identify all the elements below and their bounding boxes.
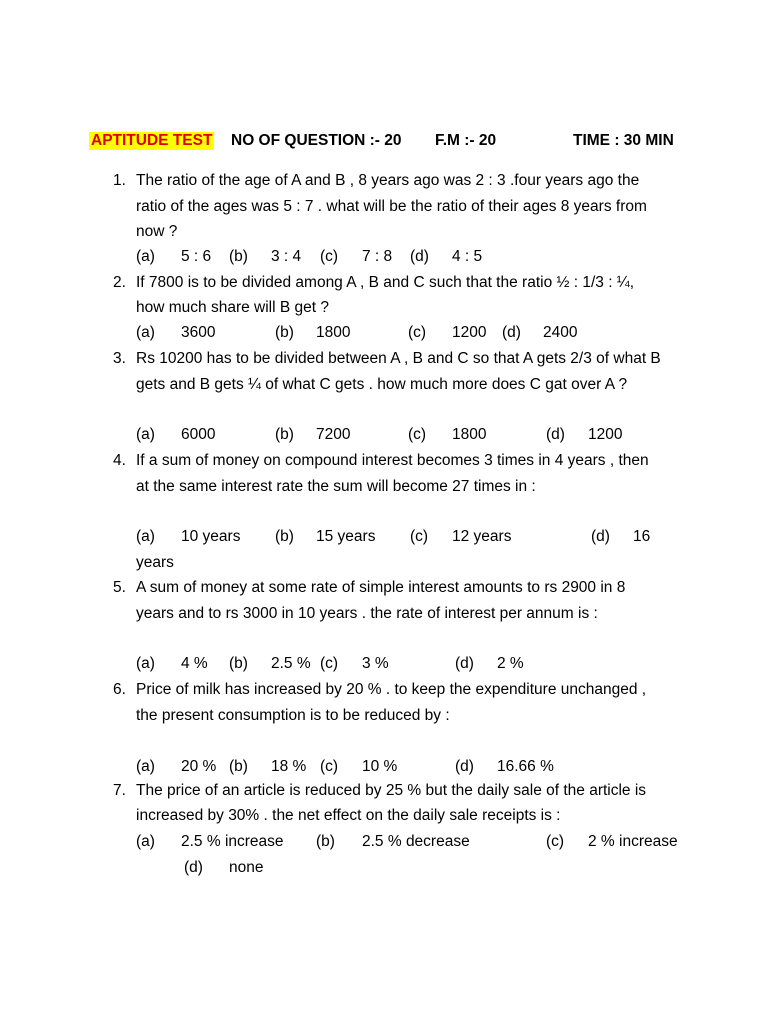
option-value: 18 %	[271, 758, 307, 775]
option-value: 7 : 8	[362, 248, 393, 265]
option-value: none	[229, 859, 264, 876]
option-value: 12 years	[452, 528, 512, 545]
option-value: 4 : 5	[452, 248, 483, 265]
question-text-line: Price of milk has increased by 20 % . to keep the expenditure unchanged ,	[136, 681, 647, 698]
test-title: APTITUDE TEST	[91, 132, 213, 149]
question-text-line: If 7800 is to be divided among A , B and C such that the ratio ½ : 1/3 : ¼,	[136, 274, 635, 291]
option-value: 2 %	[497, 655, 524, 672]
option-value: 3 : 4	[271, 248, 302, 265]
option-label: (b)	[275, 324, 294, 341]
option-label: (c)	[546, 833, 565, 850]
option-label: (d)	[184, 859, 203, 876]
option-value: 2.5 % increase	[181, 833, 284, 850]
option-value: 10 %	[362, 758, 398, 775]
question-count: NO OF QUESTION :- 20	[231, 132, 402, 149]
option-label: (c)	[408, 426, 427, 443]
option-value: 1800	[316, 324, 351, 341]
question-text-line: gets and B gets ¼ of what C gets . how much more does C gat over A ?	[136, 376, 628, 393]
question-text-line: A sum of money at some rate of simple interest amounts to rs 2900 in 8	[136, 579, 626, 596]
option-label: (c)	[408, 324, 427, 341]
option-label: (d)	[455, 758, 474, 775]
option-value: 1200	[452, 324, 487, 341]
question-text-line: increased by 30% . the net effect on the daily sale receipts is :	[136, 807, 561, 824]
question-text-line: ratio of the ages was 5 : 7 . what will be the ratio of their ages 8 years from	[136, 198, 647, 215]
option-value-wrap: years	[136, 554, 174, 571]
option-value: 7200	[316, 426, 351, 443]
option-label: (b)	[275, 426, 294, 443]
option-label: (b)	[229, 758, 248, 775]
option-value: 2 % increase	[588, 833, 678, 850]
option-value: 2400	[543, 324, 578, 341]
option-label: (d)	[502, 324, 521, 341]
option-value: 3 %	[362, 655, 389, 672]
question-number: 6.	[113, 681, 126, 698]
option-label: (a)	[136, 833, 155, 850]
option-label: (c)	[320, 655, 339, 672]
question-number: 7.	[113, 782, 126, 799]
option-label: (c)	[320, 758, 339, 775]
option-value: 3600	[181, 324, 216, 341]
option-label: (a)	[136, 758, 155, 775]
time-limit: TIME : 30 MIN	[573, 132, 674, 149]
question-text-line: Rs 10200 has to be divided between A , B and C so that A gets 2/3 of what B	[136, 350, 661, 367]
question-text-line: now ?	[136, 223, 178, 240]
option-label: (a)	[136, 426, 155, 443]
option-value: 4 %	[181, 655, 208, 672]
question-number: 3.	[113, 350, 126, 367]
option-value: 2.5 %	[271, 655, 311, 672]
option-value: 5 : 6	[181, 248, 212, 265]
option-label: (a)	[136, 655, 155, 672]
option-label: (b)	[229, 248, 248, 265]
option-label: (c)	[410, 528, 429, 545]
question-number: 1.	[113, 172, 126, 189]
question-number: 5.	[113, 579, 126, 596]
option-value: 6000	[181, 426, 216, 443]
option-label: (b)	[316, 833, 335, 850]
question-text-line: The ratio of the age of A and B , 8 years ago was 2 : 3 .four years ago the	[136, 172, 640, 189]
option-label: (d)	[546, 426, 565, 443]
question-text-line: years and to rs 3000 in 10 years . the rate of interest per annum is :	[136, 605, 598, 622]
option-label: (a)	[136, 324, 155, 341]
full-marks: F.M :- 20	[435, 132, 497, 149]
option-value: 15 years	[316, 528, 376, 545]
option-label: (a)	[136, 248, 155, 265]
question-text-line: The price of an article is reduced by 25 % but the daily sale of the article is	[136, 782, 647, 799]
option-value: 1200	[588, 426, 623, 443]
option-value: 20 %	[181, 758, 217, 775]
option-value: 2.5 % decrease	[362, 833, 470, 850]
option-value: 16.66 %	[497, 758, 554, 775]
test-header	[0, 132, 768, 154]
question-number: 2.	[113, 274, 126, 291]
option-label: (b)	[229, 655, 248, 672]
option-value: 10 years	[181, 528, 241, 545]
option-label: (d)	[455, 655, 474, 672]
option-value: 1800	[452, 426, 487, 443]
question-text-line: at the same interest rate the sum will become 27 times in :	[136, 478, 536, 495]
question-text-line: If a sum of money on compound interest becomes 3 times in 4 years , then	[136, 452, 649, 469]
option-label: (a)	[136, 528, 155, 545]
option-label: (b)	[275, 528, 294, 545]
option-value: 16	[633, 528, 651, 545]
option-label: (c)	[320, 248, 339, 265]
option-label: (d)	[410, 248, 429, 265]
question-text-line: the present consumption is to be reduced by :	[136, 707, 450, 724]
question-number: 4.	[113, 452, 126, 469]
option-label: (d)	[591, 528, 610, 545]
question-text-line: how much share will B get ?	[136, 299, 329, 316]
